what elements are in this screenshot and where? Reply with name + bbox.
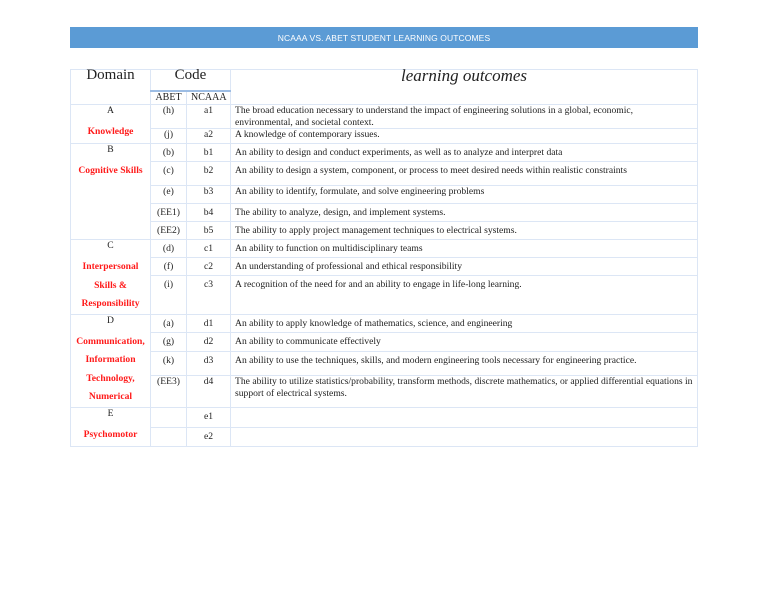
outcome-text: An understanding of professional and ethical responsibility (231, 258, 698, 276)
domain-name-line: Interpersonal (82, 261, 139, 272)
domain-letter: C (107, 240, 114, 251)
abet-code (151, 427, 187, 446)
table-row (71, 144, 698, 162)
domain-letter: A (107, 105, 114, 116)
ncaaa-code: b1 (187, 144, 231, 162)
ncaaa-code: c3 (187, 276, 231, 314)
outcome-text: An ability to use the techniques, skills, and modern engineering tools necessary for engineering practice. (231, 351, 698, 376)
outcome-text (231, 407, 698, 427)
domain-name-line: Communication, (76, 335, 145, 347)
header-learning-outcomes: learning outcomes (231, 70, 698, 105)
outcome-text: The ability to analyze, design, and implement systems. (231, 204, 698, 222)
domain-name-line: Responsibility (81, 298, 140, 309)
table-row (71, 314, 698, 333)
domain-letter: B (107, 144, 114, 155)
outcome-text: The ability to apply project management techniques to electrical systems. (231, 222, 698, 240)
table-row (71, 204, 698, 222)
page-banner (70, 27, 698, 48)
abet-code: (d) (151, 240, 187, 258)
abet-code: (f) (151, 258, 187, 276)
domain-name-line: Skills & (94, 279, 127, 291)
domain-letter: D (107, 314, 114, 326)
outcome-text: An ability to identify, formulate, and solve engineering problems (231, 186, 698, 204)
abet-code: (g) (151, 333, 187, 352)
outcome-text: A recognition of the need for and an ability to engage in life-long learning. (231, 276, 698, 314)
ncaaa-code: a2 (187, 129, 231, 144)
table-row (71, 276, 698, 314)
abet-code: (j) (151, 129, 187, 144)
learning-outcomes-table (70, 66, 698, 447)
abet-code: (EE1) (151, 204, 187, 222)
abet-code: (a) (151, 314, 187, 333)
outcome-text: A knowledge of contemporary issues. (231, 129, 698, 144)
header-ncaaa: NCAAA (187, 91, 231, 105)
abet-code: (i) (151, 276, 187, 314)
outcome-text: An ability to design and conduct experiments, as well as to analyze and interpret data (231, 144, 698, 162)
abet-code: (EE3) (151, 376, 187, 407)
table-row (71, 333, 698, 352)
domain-name-line: Technology, (86, 372, 135, 384)
outcome-text: The broad education necessary to understand the impact of engineering solutions in a global, economic, environmental, and societal context. (231, 105, 698, 129)
ncaaa-code: b5 (187, 222, 231, 240)
outcome-text: An ability to function on multidisciplinary teams (231, 240, 698, 258)
domain-cell-e (71, 407, 151, 446)
banner-title: NCAAA VS. ABET STUDENT LEARNING OUTCOMES (277, 32, 491, 43)
domain-name: Knowledge (87, 126, 134, 137)
table-row (71, 186, 698, 204)
table-row (71, 351, 698, 376)
ncaaa-code: c2 (187, 258, 231, 276)
abet-code (151, 407, 187, 427)
ncaaa-code: b4 (187, 204, 231, 222)
abet-code: (c) (151, 162, 187, 186)
domain-name-line: Information (85, 354, 136, 365)
domain-cell-a (71, 105, 151, 144)
table-row (71, 258, 698, 276)
outcome-text: The ability to utilize statistics/probability, transform methods, discrete mathematics, or applied differential equations in support of electrical systems. (231, 376, 698, 407)
header-code: Code (151, 70, 231, 92)
ncaaa-code: d4 (187, 376, 231, 407)
ncaaa-code: b2 (187, 162, 231, 186)
outcome-text: An ability to communicate effectively (231, 333, 698, 352)
abet-code: (e) (151, 186, 187, 204)
header-abet: ABET (151, 91, 187, 105)
abet-code: (EE2) (151, 222, 187, 240)
header-domain: Domain (71, 70, 151, 105)
table-row (71, 407, 698, 427)
domain-cell-c (71, 240, 151, 315)
abet-code: (k) (151, 351, 187, 376)
domain-letter: E (107, 407, 114, 419)
ncaaa-code: d3 (187, 351, 231, 376)
ncaaa-code: d2 (187, 333, 231, 352)
outcome-text: An ability to design a system, component, or process to meet desired needs within realistic constraints (231, 162, 698, 186)
abet-code: (h) (151, 105, 187, 129)
domain-cell-b (71, 144, 151, 240)
abet-code: (b) (151, 144, 187, 162)
domain-name: Cognitive Skills (78, 165, 143, 176)
ncaaa-code: d1 (187, 314, 231, 333)
table-row (71, 162, 698, 186)
table-row (71, 240, 698, 258)
header-row (71, 70, 698, 92)
table-row (71, 376, 698, 407)
outcome-text: An ability to apply knowledge of mathematics, science, and engineering (231, 314, 698, 333)
domain-name-line: Numerical (88, 391, 133, 402)
table-row (71, 129, 698, 144)
ncaaa-code: c1 (187, 240, 231, 258)
ncaaa-code: b3 (187, 186, 231, 204)
ncaaa-code: e2 (187, 427, 231, 446)
domain-name: Psychomotor (83, 428, 138, 440)
ncaaa-code: a1 (187, 105, 231, 129)
ncaaa-code: e1 (187, 407, 231, 427)
table-row (71, 427, 698, 446)
table-row (71, 105, 698, 129)
domain-cell-d (71, 314, 151, 407)
outcome-text (231, 427, 698, 446)
table-row (71, 222, 698, 240)
